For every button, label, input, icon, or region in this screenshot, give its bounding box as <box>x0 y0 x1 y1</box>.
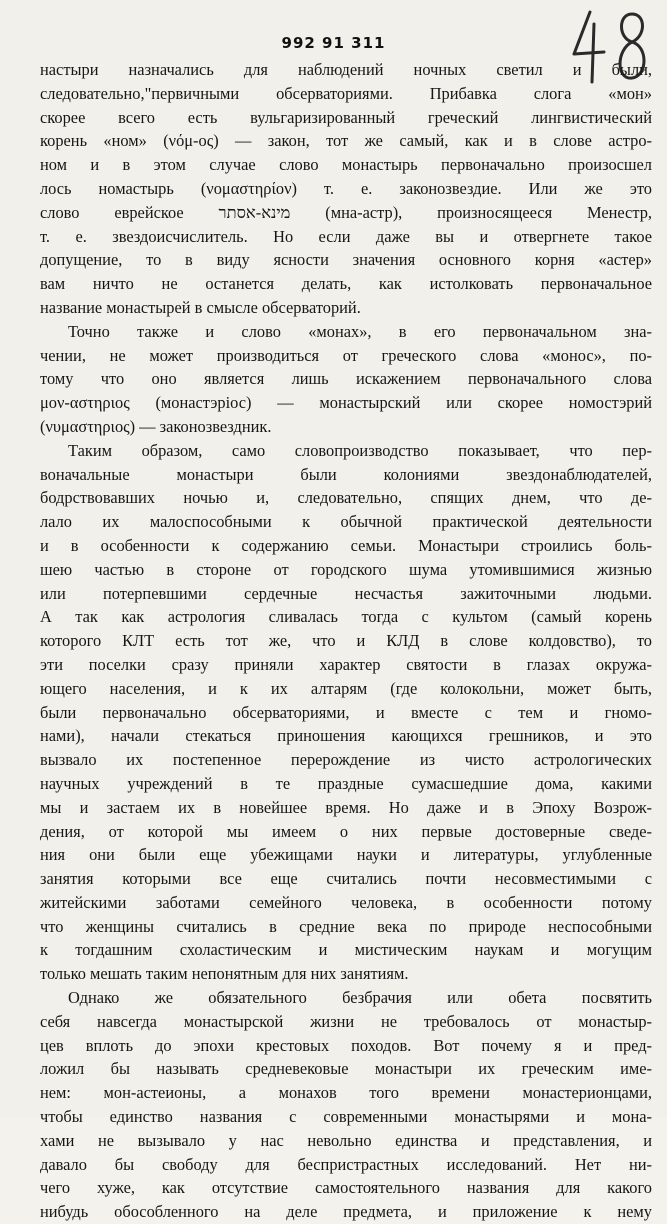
text-line: ния они были еще убежищами науки и литературы, углубленные <box>40 845 652 865</box>
text-line: А так как астрология сливалась тогда с культом (самый корень <box>40 607 652 627</box>
text-line: ющего населения, и к их алтарям (где колокольни, может быть, <box>40 678 652 698</box>
text-line: хами не вызывало у нас невольно единства и представления, и <box>40 1130 652 1150</box>
text-line: слово еврейское מינא-אסתר (мна-астр), произносящееся Менестр, <box>40 202 652 222</box>
text-line: ном и в этом случае слово монастырь первоначально произоcшел <box>40 155 652 175</box>
text-line: шею частью в стороне от городского шума утомившимися жизнью <box>40 559 652 579</box>
text-line: нем: мон-астеионы, а монахов того времени монастерионцами, <box>40 1083 652 1103</box>
text-line: что женщины считались в средние века по природе неспособными <box>40 916 652 936</box>
text-line: (νυμαστηριος) — законозвездник. <box>40 416 272 436</box>
text-line: к тогдашним схоластическим и мистическим наукам и могущим <box>40 940 652 960</box>
text-line: μον-αστηριος (монастэріос) — монастырский или скорее номостэрий <box>40 393 652 413</box>
text-line: цев вплоть до эпохи крестовых походов. Вот почему я и пред- <box>40 1035 652 1055</box>
text-line: мы и застаем их в новейшее время. Но даже и в Эпоху Возрож- <box>40 797 652 817</box>
text-line: научных учреждений в те праздные сумасшедшие дома, какими <box>40 773 652 793</box>
text-line: скорее всего есть вульгаризированный греческий лингвистический <box>40 107 652 127</box>
text-line: воначальные монастыри были колониями звездонаблюдателей, <box>40 464 652 484</box>
paragraph-4 <box>40 986 652 1224</box>
archive-stamp-number: 992 91 311 <box>281 34 386 52</box>
text-line: давало бы свободу для беспристрастных исследований. Нет ни- <box>40 1154 652 1174</box>
text-line: вам ничто не останется делать, как истолковать первоначальное <box>40 274 652 294</box>
text-line: или потерпевшими сердечные несчастья зажиточными людьми. <box>40 583 652 603</box>
text-line: чтобы единство названия с современными монастырями и мона- <box>40 1107 652 1127</box>
paragraph-1 <box>40 58 652 320</box>
text-line: были первоначально обсерваториями, и вместе с тем и гномо- <box>40 702 652 722</box>
text-line: ложил бы называть средневековые монастыри их греческим име- <box>40 1059 652 1079</box>
text-line: корень «ном» (νόμ-ος) — закон, тот же самый, как и в слове астро- <box>40 131 652 151</box>
text-line: Таким образом, само словопроизводство показывает, что пер- <box>68 440 652 460</box>
text-line: допущение, то в виду ясности значения основного корня «астер» <box>40 250 652 270</box>
text-line: житейскими заботами семейного человека, в особенности потому <box>40 892 652 912</box>
text-line: настыри назначались для наблюдений ночных светил и были, <box>40 60 652 79</box>
text-line: и в особенности к содержанию семьи. Монастыри строились боль- <box>40 535 652 555</box>
body-text <box>40 58 652 1224</box>
text-line: нами), начали стекаться приношения кающихся грешников, и это <box>40 726 652 746</box>
text-line: бодрствовавших ночью и, следовательно, спящих днем, что де- <box>40 488 652 508</box>
text-line: тому что оно является лишь искажением первоначального слова <box>40 369 652 389</box>
text-line: следовательно,"первичными обсерваториями. Прибавка слога «мон» <box>40 83 652 103</box>
text-line: вызвало их постепенное перерождение из чисто астрологических <box>40 750 652 770</box>
text-line: только мешать таким непонятным для них занятиям. <box>40 964 409 984</box>
text-line: чего хуже, как отсутствие самостоятельного названия для какого <box>40 1178 652 1198</box>
paragraph-3 <box>40 439 652 986</box>
text-line: лало их малоспособными к обычной практической деятельности <box>40 512 652 532</box>
text-line: Однако же обязательного безбрачия или обета посвятить <box>68 988 652 1008</box>
text-line: дения, от которой мы имеем о них первые достоверные сведе- <box>40 821 652 841</box>
text-line: нибудь обособленного на деле предмета, и приложение к нему <box>40 1202 652 1222</box>
text-line: лось номастырь (νομαστηρίον) т. е. законозвездие. Или же это <box>40 178 652 198</box>
text-line: эти поселки сразу приняли характер святости в глазах окружа- <box>40 654 652 674</box>
text-line: которого КЛТ есть тот же, что и КЛД в слове колдовство), то <box>40 631 652 651</box>
text-line: название монастырей в смысле обсерваторий. <box>40 297 361 317</box>
text-line: занятия которыми все еще считались почти несовместимыми с <box>40 869 652 889</box>
text-line: себя навсегда монастырской жизни не требовалось от монастыр- <box>40 1011 652 1031</box>
paragraph-2 <box>40 320 652 439</box>
text-line: т. е. звездоисчислитель. Но если даже вы и отвергнете такое <box>40 226 652 246</box>
text-line: Точно также и слово «монах», в его первоначальном зна- <box>68 321 652 341</box>
text-line: чении, не может производиться от греческого слова «монос», по- <box>40 345 652 365</box>
